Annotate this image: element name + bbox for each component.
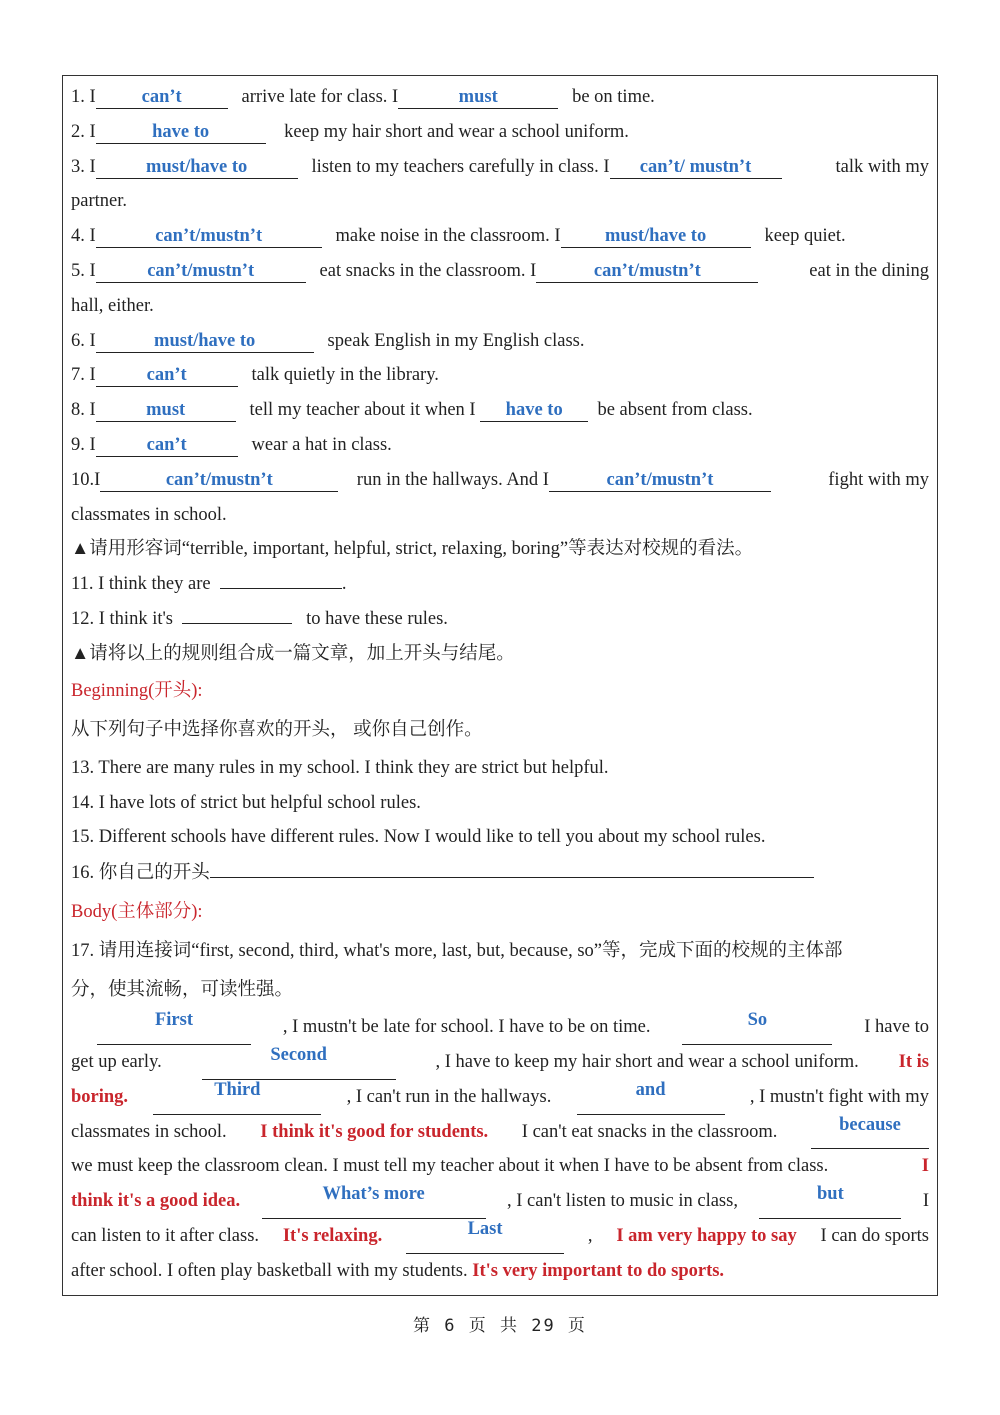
q-text: be on time. xyxy=(572,87,655,107)
question-7 xyxy=(71,358,929,393)
q-text: 16. 你自己的开头 xyxy=(71,863,210,884)
q-text: keep my hair short and wear a school uniform. xyxy=(284,121,629,142)
paragraph-line-2 xyxy=(71,1045,929,1080)
p-text: I can't eat snacks in the classroom. xyxy=(521,1121,778,1142)
p-text: , xyxy=(587,1225,593,1246)
q-text: talk quietly in the library. xyxy=(251,365,439,386)
answer-blank[interactable]: Third xyxy=(153,1080,321,1115)
q-num: 10.I xyxy=(71,469,101,490)
body-heading: Body(主体部分): xyxy=(71,902,203,923)
q-num: 8. I xyxy=(71,400,96,421)
answer-blank[interactable]: because xyxy=(811,1115,929,1150)
q-text: 12. I think it's xyxy=(71,608,174,629)
q-num: 3. I xyxy=(71,156,96,177)
q-text: 11. I think they are xyxy=(71,574,211,595)
p-text: , I mustn't fight with my xyxy=(749,1086,929,1107)
question-17-line-1: 17. 请用连接词“first, second, third, what's more, last, but, because, so”等，完成下面的校规的主体部 xyxy=(71,941,843,962)
answer-blank[interactable]: but xyxy=(759,1184,901,1219)
fill-blank[interactable] xyxy=(182,623,292,624)
q-num: 5. I xyxy=(71,260,96,281)
p-text: after school. I often play basketball with my students. xyxy=(71,1260,468,1281)
p-text: we must keep the classroom clean. I must tell my teacher about it when I have to be absent from class. xyxy=(71,1156,829,1177)
comment-text: think it's a good idea. xyxy=(71,1191,241,1212)
answer-blank[interactable]: and xyxy=(577,1080,725,1115)
answer-blank[interactable]: must xyxy=(96,400,236,422)
p-text: I xyxy=(922,1191,929,1212)
comment-text: I am very happy to say xyxy=(616,1225,797,1246)
q-num: 2. I xyxy=(71,121,96,142)
question-6 xyxy=(71,324,929,359)
answer-blank[interactable]: can’t xyxy=(96,435,238,457)
comment-text: It is xyxy=(898,1051,929,1072)
question-11 xyxy=(71,567,929,602)
q-text: eat in the dining xyxy=(809,260,929,281)
question-10 xyxy=(71,463,929,498)
comment-text: boring. xyxy=(71,1086,129,1107)
answer-blank[interactable]: can’t/mustn’t xyxy=(96,226,322,248)
p-text: , I mustn't be late for school. I have to be on time. xyxy=(282,1017,651,1038)
q-text: run in the hallways. And I xyxy=(356,469,549,490)
q-text: to have these rules. xyxy=(306,608,448,629)
answer-blank[interactable]: have to xyxy=(96,122,266,144)
question-10-cont: classmates in school. xyxy=(71,504,227,525)
question-5-cont: hall, either. xyxy=(71,295,154,316)
question-4 xyxy=(71,219,929,254)
comment-text: I xyxy=(921,1156,929,1177)
question-3-cont: partner. xyxy=(71,191,127,212)
option-14: 14. I have lots of strict but helpful school rules. xyxy=(71,792,421,813)
question-5 xyxy=(71,254,929,289)
q-num: 9. I xyxy=(71,434,96,455)
q-text: make noise in the classroom. I xyxy=(335,226,561,247)
q-num: 1. I xyxy=(71,87,96,107)
fill-blank[interactable] xyxy=(220,588,342,589)
answer-blank[interactable]: must/have to xyxy=(96,157,298,179)
instruction-essay: ▲请将以上的规则组合成一篇文章，加上开头与结尾。 xyxy=(71,643,515,664)
instruction-adjectives: ▲请用形容词“terrible, important, helpful, strict, relaxing, boring”等表达对校规的看法。 xyxy=(71,539,754,560)
question-8 xyxy=(71,393,929,428)
p-text: get up early. xyxy=(71,1051,162,1072)
question-3 xyxy=(71,150,929,185)
answer-blank[interactable]: So xyxy=(682,1010,832,1045)
q-num: 6. I xyxy=(71,330,96,351)
page-number: 第 6 页 共 29 页 xyxy=(413,1316,587,1336)
q-text: eat snacks in the classroom. I xyxy=(319,260,537,281)
comment-text: I think it's good for students. xyxy=(260,1121,489,1142)
p-text: classmates in school. xyxy=(71,1121,227,1142)
question-16 xyxy=(71,855,929,892)
question-1 xyxy=(71,80,929,115)
beginning-heading: Beginning(开头): xyxy=(71,680,203,701)
paragraph-line-8 xyxy=(71,1254,929,1289)
answer-blank[interactable]: have to xyxy=(480,400,588,422)
paragraph-line-4 xyxy=(71,1115,929,1150)
paragraph-line-7 xyxy=(71,1219,929,1254)
q-text: speak English in my English class. xyxy=(327,330,585,351)
q-num: 7. I xyxy=(71,365,96,386)
q-text: tell my teacher about it when I xyxy=(249,400,476,421)
q-num: 4. I xyxy=(71,226,96,247)
q-text: talk with my xyxy=(835,156,929,177)
q-text: keep quiet. xyxy=(764,226,846,247)
paragraph-line-6 xyxy=(71,1184,929,1219)
p-text: I have to xyxy=(864,1017,929,1038)
p-text: , I can't listen to music in class, xyxy=(507,1191,738,1212)
question-12 xyxy=(71,602,929,637)
answer-blank[interactable]: First xyxy=(97,1010,251,1045)
worksheet-frame xyxy=(62,75,938,1296)
answer-blank[interactable]: can’t xyxy=(96,365,238,387)
paragraph-line-1 xyxy=(71,1010,929,1045)
question-2 xyxy=(71,115,929,150)
option-13: 13. There are many rules in my school. I think they are strict but helpful. xyxy=(71,757,609,778)
q-text: listen to my teachers carefully in class. I xyxy=(311,156,610,177)
answer-blank[interactable]: must/have to xyxy=(561,226,751,248)
answer-blank[interactable]: Second xyxy=(202,1045,396,1080)
answer-blank[interactable]: can’t xyxy=(96,87,228,109)
q-text: be absent from class. xyxy=(597,400,753,421)
paragraph-line-3 xyxy=(71,1080,929,1115)
p-text: , I have to keep my hair short and wear a school uniform. xyxy=(435,1051,859,1072)
comment-text: It's relaxing. xyxy=(282,1225,383,1246)
p-text: , I can't run in the hallways. xyxy=(346,1086,552,1107)
p-text: I can do sports xyxy=(820,1225,929,1246)
q-text: fight with my xyxy=(828,469,929,490)
q-text: wear a hat in class. xyxy=(251,434,392,455)
paragraph-line-5 xyxy=(71,1149,929,1184)
q-text: . xyxy=(341,574,347,595)
p-text: can listen to it after class. xyxy=(71,1225,260,1246)
option-15: 15. Different schools have different rules. Now I would like to tell you about my school rules. xyxy=(71,827,766,848)
answer-blank[interactable]: can’t/mustn’t xyxy=(100,470,338,492)
answer-blank[interactable]: Last xyxy=(406,1219,564,1254)
answer-blank[interactable]: can’t/mustn’t xyxy=(549,470,771,492)
answer-blank[interactable]: can’t/mustn’t xyxy=(96,261,306,283)
comment-text: It's very important to do sports. xyxy=(472,1260,725,1281)
question-17-line-2: 分，使其流畅，可读性强。 xyxy=(71,980,294,1001)
answer-blank[interactable]: must/have to xyxy=(96,331,314,353)
answer-blank[interactable]: can’t/mustn’t xyxy=(536,261,758,283)
answer-blank[interactable]: must xyxy=(398,87,558,109)
answer-blank[interactable]: can’t/ mustn’t xyxy=(610,157,782,179)
question-9 xyxy=(71,428,929,463)
own-beginning-blank[interactable] xyxy=(210,877,814,878)
beginning-instruction: 从下列句子中选择你喜欢的开头， 或你自己创作。 xyxy=(71,719,483,740)
q-text: arrive late for class. I xyxy=(241,87,399,107)
answer-blank[interactable]: What’s more xyxy=(262,1184,486,1219)
